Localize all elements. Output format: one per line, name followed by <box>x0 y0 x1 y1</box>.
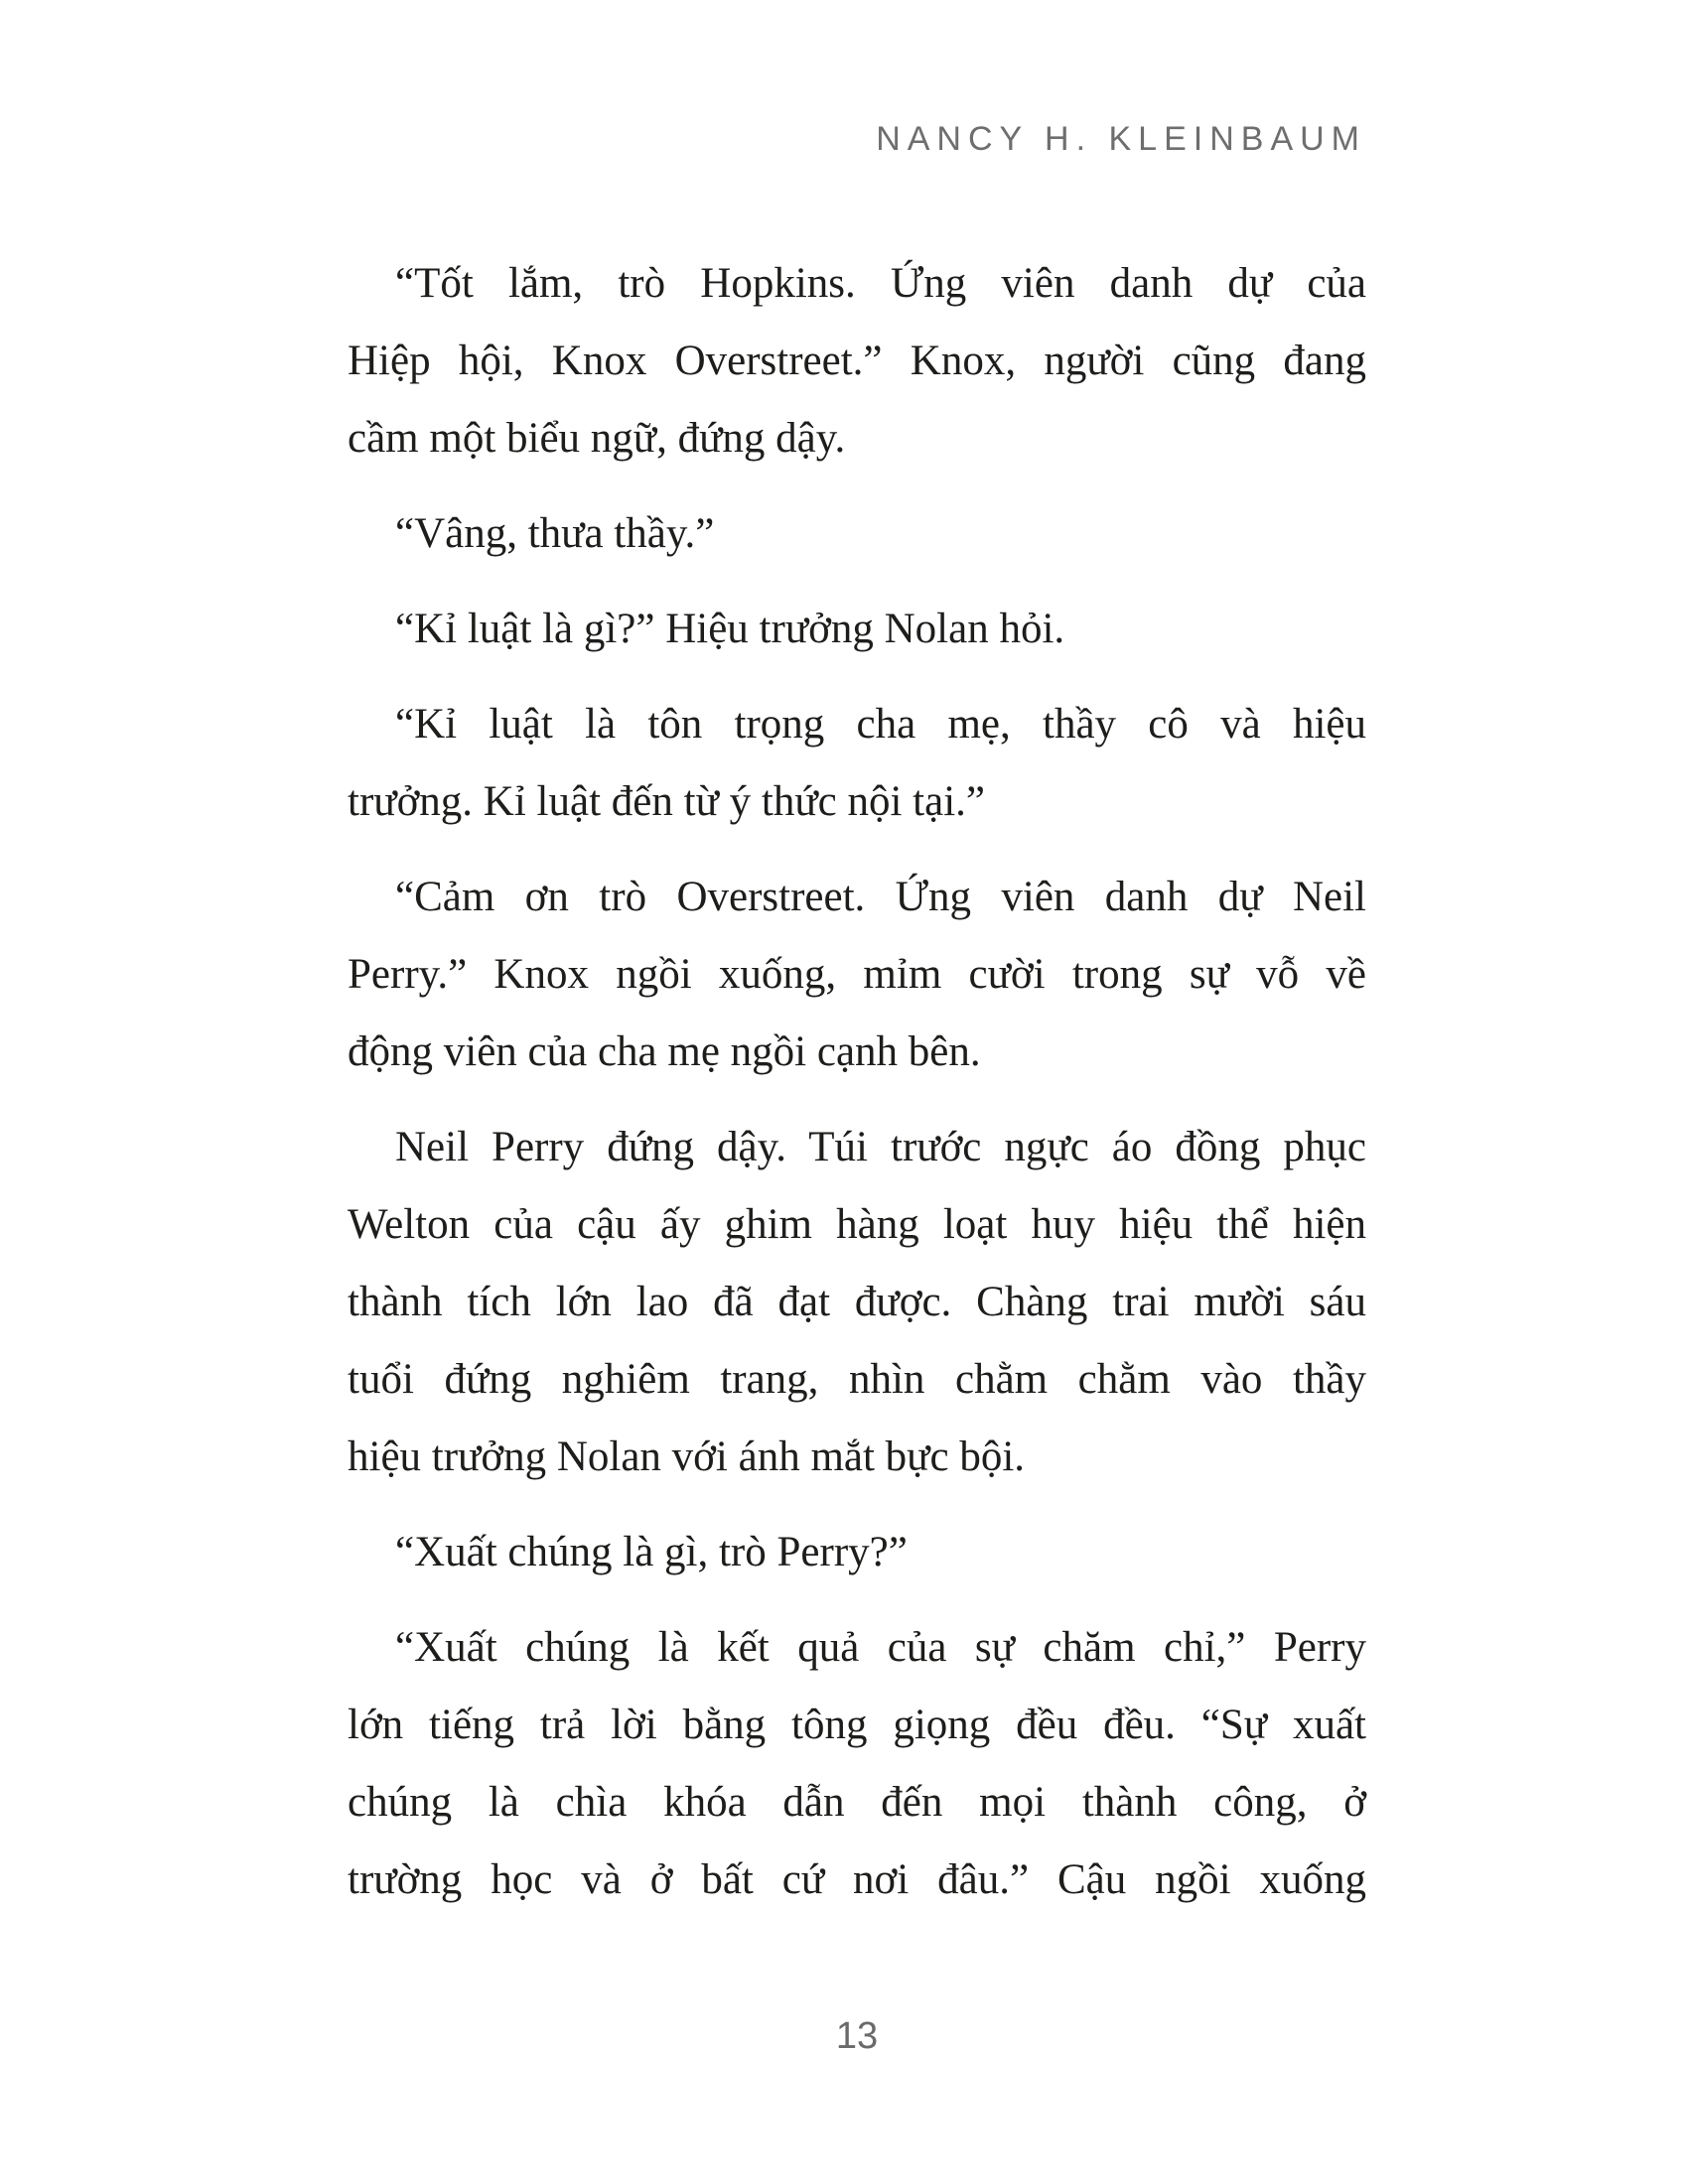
text-line: cầm một biểu ngữ, đứng dậy. <box>348 415 846 462</box>
text-line: hiệu trưởng Nolan với ánh mắt bực bội. <box>348 1433 1026 1480</box>
text-line: Hiệp hội, Knox Overstreet.” Knox, người cũng đang <box>348 338 1366 384</box>
text-line: trường học và ở bất cứ nơi đâu.” Cậu ngồi xuống <box>348 1856 1366 1903</box>
text-line: lớn tiếng trả lời bằng tông giọng đều đều. “Sự xuất <box>348 1702 1366 1748</box>
paragraph <box>348 1514 1366 1591</box>
page-number: 13 <box>835 2015 879 2057</box>
text-line: “Cảm ơn trò Overstreet. Ứng viên danh dự Neil <box>395 874 1366 920</box>
text-line: động viên của cha mẹ ngồi cạnh bên. <box>348 1028 981 1075</box>
page-body-text <box>348 245 1366 1937</box>
paragraph <box>348 245 1366 478</box>
paragraph <box>348 591 1366 668</box>
text-line: trưởng. Kỉ luật đến từ ý thức nội tại.” <box>348 778 985 825</box>
text-line: chúng là chìa khóa dẫn đến mọi thành công, ở <box>348 1779 1366 1826</box>
text-line: tuổi đứng nghiêm trang, nhìn chằm chằm vào thầy <box>348 1356 1366 1403</box>
paragraph <box>348 859 1366 1091</box>
text-line: Neil Perry đứng dậy. Túi trước ngực áo đồng phục <box>395 1124 1366 1170</box>
text-line: Welton của cậu ấy ghim hàng loạt huy hiệu thể hiện <box>348 1201 1366 1248</box>
text-line: “Kỉ luật là tôn trọng cha mẹ, thầy cô và hiệu <box>395 701 1366 748</box>
paragraph <box>348 1609 1366 1919</box>
text-line: “Xuất chúng là kết quả của sự chăm chỉ,” Perry <box>395 1624 1366 1671</box>
text-line: thành tích lớn lao đã đạt được. Chàng trai mười sáu <box>348 1279 1366 1325</box>
text-line: Perry.” Knox ngồi xuống, mỉm cười trong sự vỗ về <box>348 951 1366 998</box>
paragraph <box>348 686 1366 841</box>
text-line: “Tốt lắm, trò Hopkins. Ứng viên danh dự của <box>395 260 1366 307</box>
text-line: “Xuất chúng là gì, trò Perry?” <box>395 1529 908 1575</box>
paragraph <box>348 1109 1366 1496</box>
paragraph <box>348 495 1366 573</box>
text-line: “Kỉ luật là gì?” Hiệu trưởng Nolan hỏi. <box>395 606 1065 652</box>
text-line: “Vâng, thưa thầy.” <box>395 510 715 557</box>
running-header-author: NANCY H. KLEINBAUM <box>876 120 1366 158</box>
